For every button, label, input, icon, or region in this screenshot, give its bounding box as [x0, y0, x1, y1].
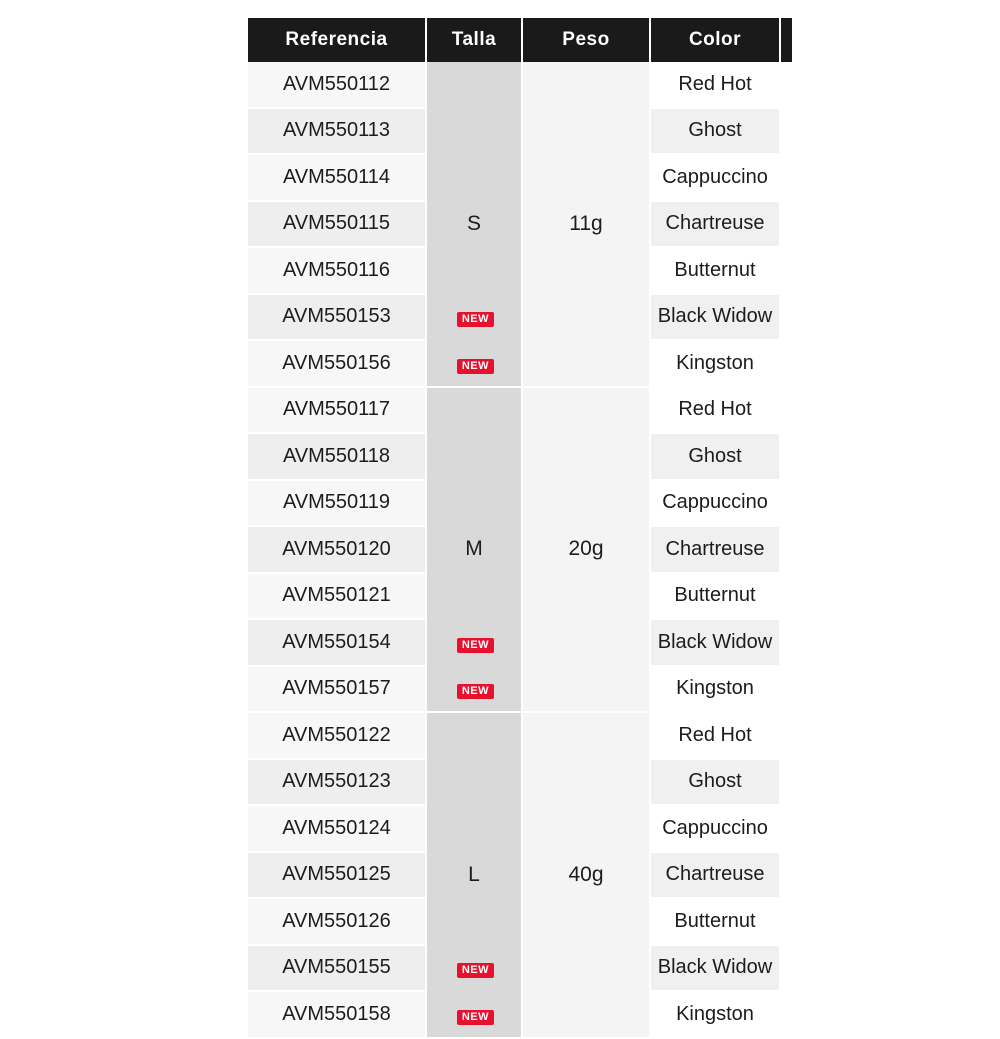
table-body	[248, 62, 792, 1038]
cell-extra	[780, 666, 792, 713]
cell-color: Chartreuse	[650, 201, 780, 248]
cell-color: Red Hot	[650, 387, 780, 434]
referencia-value: AVM550113	[282, 119, 391, 142]
referencia-value: AVM550120	[282, 537, 391, 560]
cell-extra	[780, 387, 792, 434]
cell-referencia	[248, 619, 489, 666]
cell-color: Butternut	[650, 573, 780, 620]
new-badge: NEW	[457, 684, 494, 699]
cell-referencia	[248, 480, 426, 527]
column-header-referencia: Referencia	[248, 18, 426, 62]
cell-peso: 40g	[522, 712, 650, 1038]
cell-referencia	[248, 526, 426, 573]
cell-extra	[780, 619, 792, 666]
cell-referencia	[248, 805, 426, 852]
referencia-value: AVM550116	[282, 258, 391, 281]
cell-referencia	[248, 62, 426, 108]
column-header-color: Color	[650, 18, 780, 62]
product-specification-table	[248, 18, 792, 1039]
referencia-value: AVM550122	[282, 723, 391, 746]
cell-color: Cappuccino	[650, 154, 780, 201]
cell-referencia	[248, 898, 426, 945]
cell-color: Red Hot	[650, 62, 780, 108]
column-header-talla: Talla	[426, 18, 522, 62]
cell-extra	[780, 759, 792, 806]
cell-color: Chartreuse	[650, 852, 780, 899]
cell-color: Kingston	[650, 991, 780, 1038]
cell-referencia	[248, 387, 426, 434]
cell-color: Butternut	[650, 247, 780, 294]
cell-color: Ghost	[650, 433, 780, 480]
new-badge: NEW	[457, 638, 494, 653]
cell-color: Ghost	[650, 108, 780, 155]
referencia-value: AVM550126	[282, 909, 391, 932]
column-header-peso: Peso	[522, 18, 650, 62]
cell-color: Kingston	[650, 666, 780, 713]
cell-extra	[780, 108, 792, 155]
cell-color: Red Hot	[650, 712, 780, 759]
cell-talla: M	[426, 387, 522, 713]
new-badge-container	[434, 956, 494, 979]
cell-extra	[780, 526, 792, 573]
cell-referencia	[248, 666, 489, 713]
referencia-value: AVM550118	[282, 444, 391, 467]
cell-extra	[780, 154, 792, 201]
cell-talla: L	[426, 712, 522, 1038]
new-badge-container	[434, 677, 494, 700]
cell-extra	[780, 991, 792, 1038]
cell-extra	[780, 340, 792, 387]
table-row	[248, 712, 792, 759]
column-header-extra	[780, 18, 792, 62]
cell-color: Black Widow	[650, 619, 780, 666]
table-header	[248, 18, 792, 62]
new-badge-container	[434, 305, 494, 328]
table-header-row	[248, 18, 792, 62]
new-badge: NEW	[457, 1010, 494, 1025]
cell-color: Butternut	[650, 898, 780, 945]
cell-extra	[780, 573, 792, 620]
referencia-value: AVM550112	[282, 72, 391, 95]
new-badge-container	[434, 352, 494, 375]
new-badge-container	[434, 1003, 494, 1026]
cell-peso: 11g	[522, 62, 650, 387]
new-badge: NEW	[457, 963, 494, 978]
cell-referencia	[248, 294, 489, 341]
referencia-value: AVM550123	[282, 770, 391, 793]
referencia-value: AVM550154	[282, 630, 391, 653]
cell-talla: S	[426, 62, 522, 387]
new-badge: NEW	[457, 359, 494, 374]
cell-color: Cappuccino	[650, 480, 780, 527]
referencia-value: AVM550157	[282, 677, 391, 700]
cell-referencia	[248, 154, 426, 201]
cell-referencia	[248, 247, 426, 294]
cell-extra	[780, 433, 792, 480]
referencia-value: AVM550119	[282, 491, 391, 514]
table-row	[248, 387, 792, 434]
cell-color: Kingston	[650, 340, 780, 387]
cell-referencia	[248, 759, 426, 806]
cell-referencia	[248, 991, 489, 1038]
referencia-value: AVM550153	[282, 305, 391, 328]
table-row	[248, 62, 792, 108]
referencia-value: AVM550115	[282, 212, 391, 235]
referencia-value: AVM550156	[282, 351, 391, 374]
cell-color: Black Widow	[650, 294, 780, 341]
cell-referencia	[248, 201, 426, 248]
cell-referencia	[248, 945, 489, 992]
cell-color: Ghost	[650, 759, 780, 806]
cell-extra	[780, 712, 792, 759]
referencia-value: AVM550121	[282, 584, 391, 607]
cell-extra	[780, 62, 792, 108]
cell-color: Chartreuse	[650, 526, 780, 573]
cell-referencia	[248, 433, 426, 480]
cell-referencia	[248, 852, 426, 899]
referencia-value: AVM550155	[282, 956, 391, 979]
cell-extra	[780, 898, 792, 945]
referencia-value: AVM550117	[282, 398, 391, 421]
cell-referencia	[248, 573, 426, 620]
referencia-value: AVM550114	[282, 165, 391, 188]
referencia-value: AVM550125	[282, 863, 391, 886]
cell-referencia	[248, 340, 489, 387]
cell-extra	[780, 201, 792, 248]
cell-color: Cappuccino	[650, 805, 780, 852]
cell-extra	[780, 294, 792, 341]
referencia-value: AVM550124	[282, 816, 391, 839]
new-badge-container	[434, 631, 494, 654]
cell-extra	[780, 247, 792, 294]
cell-extra	[780, 480, 792, 527]
cell-extra	[780, 945, 792, 992]
cell-color: Black Widow	[650, 945, 780, 992]
cell-referencia	[248, 712, 426, 759]
referencia-value: AVM550158	[282, 1002, 391, 1025]
cell-referencia	[248, 108, 426, 155]
cell-extra	[780, 852, 792, 899]
cell-extra	[780, 805, 792, 852]
new-badge: NEW	[457, 312, 494, 327]
cell-peso: 20g	[522, 387, 650, 713]
